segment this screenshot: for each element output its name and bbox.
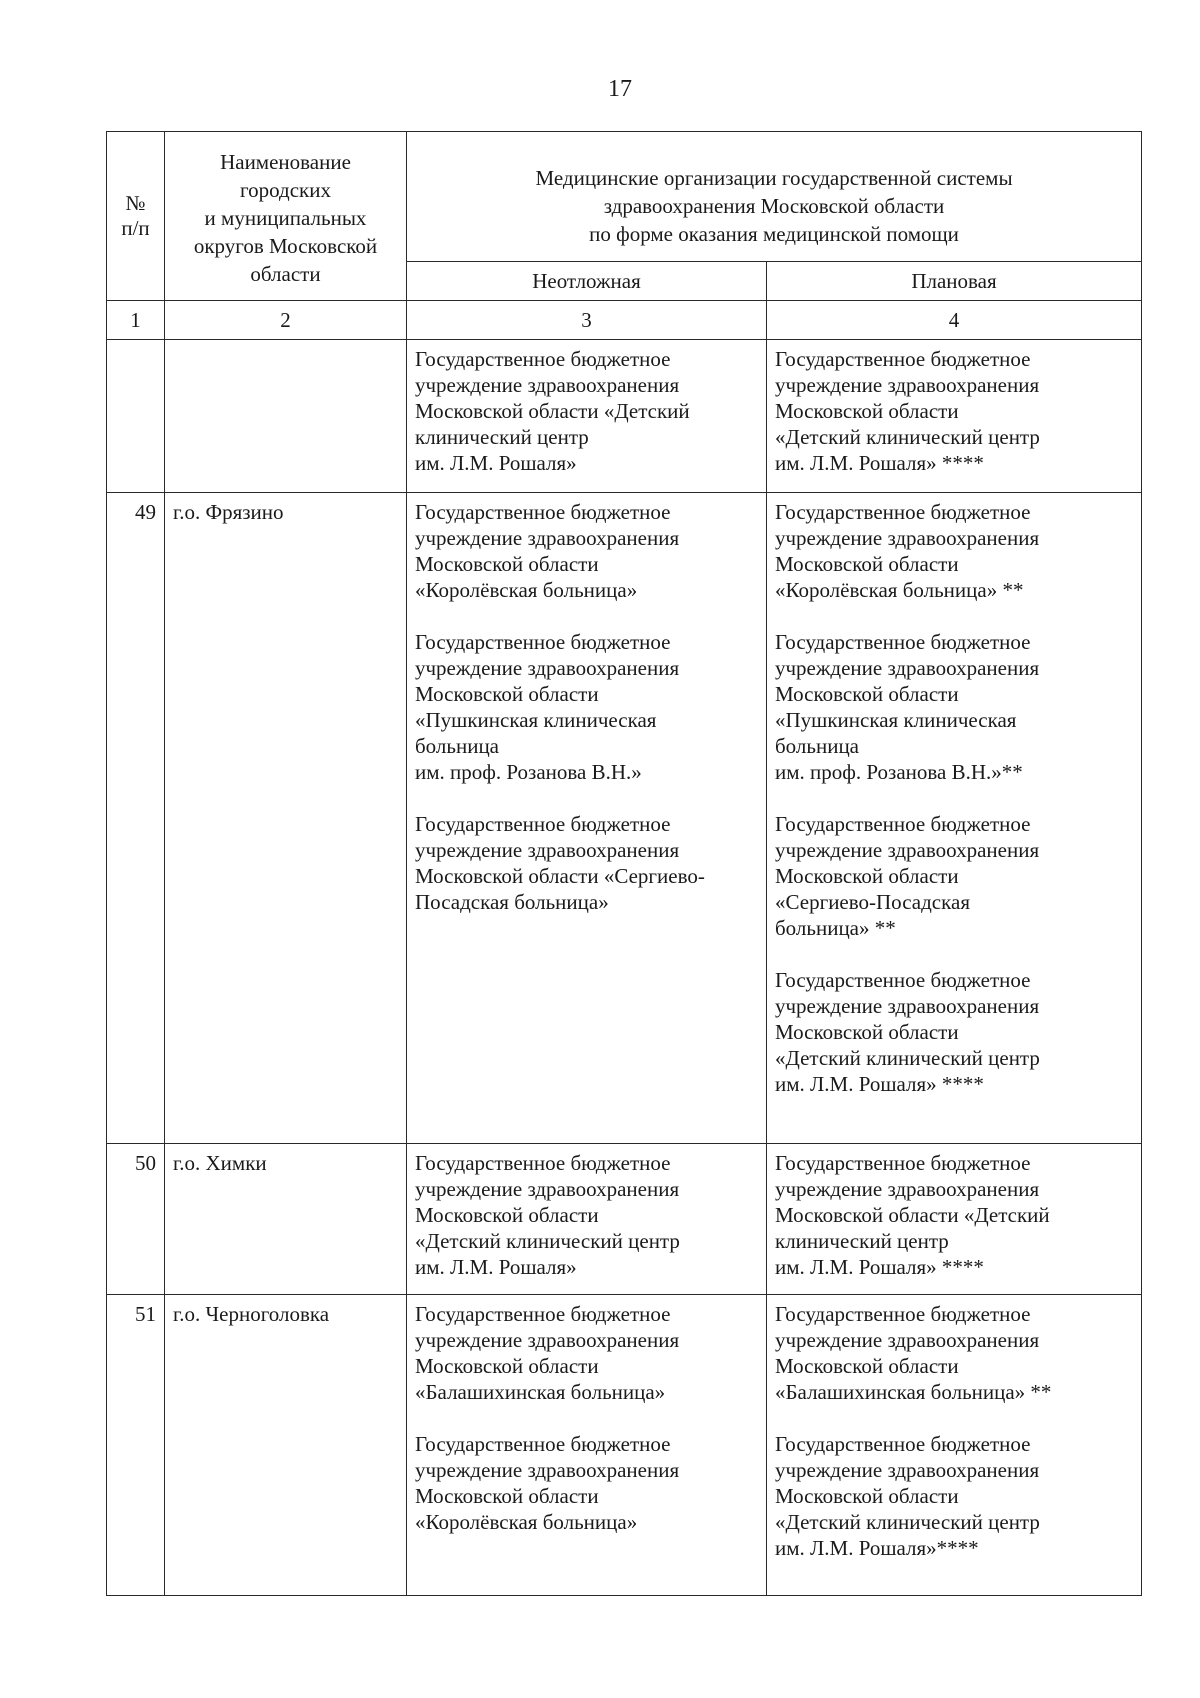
district-name: г.о. Черноголовка — [165, 1295, 407, 1596]
row-number: 49 — [107, 493, 165, 1144]
table-row — [107, 340, 1142, 493]
planned-organizations — [767, 1144, 1142, 1295]
row-number: 51 — [107, 1295, 165, 1596]
organization-entry: Государственное бюджетное учреждение здравоохранения Московской области «Пушкинская клиническая больница им. проф. Розанова В.Н.» — [415, 630, 680, 784]
column-number: 4 — [767, 301, 1142, 340]
urgent-organizations — [407, 493, 767, 1144]
organization-entry: Государственное бюджетное учреждение здравоохранения Московской области «Детский клинический центр им. Л.М. Рошаля» — [415, 347, 690, 475]
organization-entry: Государственное бюджетное учреждение здравоохранения Московской области «Детский клинический центр им. Л.М. Рошаля»**** — [775, 1432, 1040, 1560]
medical-organizations-table — [106, 131, 1142, 1596]
row-number: 50 — [107, 1144, 165, 1295]
organization-entry: Государственное бюджетное учреждение здравоохранения Московской области «Детский клинический центр им. Л.М. Рошаля» — [415, 1151, 680, 1279]
organization-entry: Государственное бюджетное учреждение здравоохранения Московской области «Королёвская больница» — [415, 1432, 680, 1534]
organization-entry: Государственное бюджетное учреждение здравоохранения Московской области «Балашихинская больница» — [415, 1302, 680, 1404]
header-num: № п/п — [107, 132, 165, 301]
planned-organizations — [767, 493, 1142, 1144]
column-number: 2 — [165, 301, 407, 340]
organization-entry: Государственное бюджетное учреждение здравоохранения Московской области «Балашихинская больница» ** — [775, 1302, 1052, 1404]
row-number — [107, 340, 165, 493]
organization-entry: Государственное бюджетное учреждение здравоохранения Московской области «Сергиево- Посадская больница» — [415, 812, 705, 914]
organization-entry: Государственное бюджетное учреждение здравоохранения Московской области «Королёвская больница» ** — [775, 500, 1040, 602]
organization-entry: Государственное бюджетное учреждение здравоохранения Московской области «Детский клинический центр им. Л.М. Рошаля» **** — [775, 1151, 1050, 1279]
organization-entry: Государственное бюджетное учреждение здравоохранения Московской области «Сергиево-Посадская больница» ** — [775, 812, 1040, 940]
urgent-organizations — [407, 1295, 767, 1596]
organization-entry: Государственное бюджетное учреждение здравоохранения Московской области «Детский клинический центр им. Л.М. Рошаля» **** — [775, 968, 1040, 1096]
table-row — [107, 1295, 1142, 1596]
planned-organizations — [767, 1295, 1142, 1596]
column-number: 1 — [107, 301, 165, 340]
district-name — [165, 340, 407, 493]
page-number: 17 — [608, 76, 632, 102]
column-numbers-row — [107, 301, 1142, 340]
column-number: 3 — [407, 301, 767, 340]
planned-organizations — [767, 340, 1142, 493]
table-row — [107, 493, 1142, 1144]
urgent-organizations — [407, 1144, 767, 1295]
header-organizations-group: Медицинские организации государственной системы здравоохранения Московской области по форме оказания медицинской помощи — [407, 132, 1142, 262]
district-name: г.о. Химки — [165, 1144, 407, 1295]
district-name: г.о. Фрязино — [165, 493, 407, 1144]
table-row — [107, 1144, 1142, 1295]
organization-entry: Государственное бюджетное учреждение здравоохранения Московской области «Пушкинская клиническая больница им. проф. Розанова В.Н.»** — [775, 630, 1040, 784]
organization-entry: Государственное бюджетное учреждение здравоохранения Московской области «Королёвская больница» — [415, 500, 680, 602]
header-urgent: Неотложная — [407, 262, 767, 301]
urgent-organizations — [407, 340, 767, 493]
header-planned: Плановая — [767, 262, 1142, 301]
organization-entry: Государственное бюджетное учреждение здравоохранения Московской области «Детский клинический центр им. Л.М. Рошаля» **** — [775, 347, 1040, 475]
header-district-name: Наименование городских и муниципальных округов Московской области — [165, 132, 407, 301]
